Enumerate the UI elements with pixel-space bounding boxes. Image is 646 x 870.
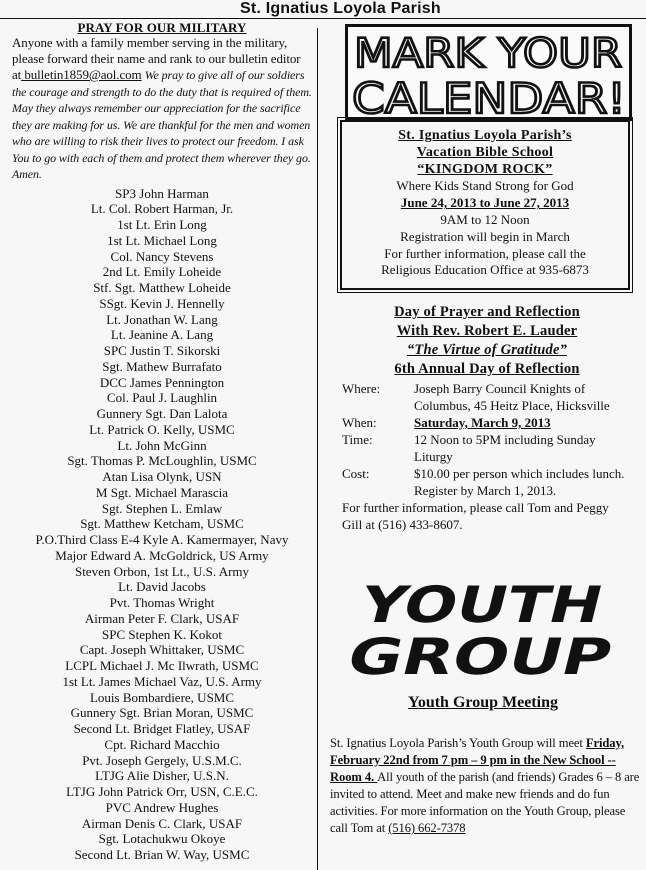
vbs-dates: June 24, 2013 to June 27, 2013 [400, 195, 570, 211]
service-member-name: Steven Orbon, 1st Lt., U.S. Army [74, 563, 250, 579]
youth-meeting-body [330, 735, 640, 837]
service-member-name: PVC Andrew Hughes [105, 799, 219, 815]
vbs-info-2: Religious Education Office at 935-6873 [381, 262, 589, 278]
service-member-name: Lt. Jonathan W. Lang [106, 311, 218, 327]
logo-line-1: YOUTH [354, 575, 563, 634]
service-member-name: Col. Paul J. Laughlin [106, 390, 218, 406]
service-member-name: 1st Lt. James Michael Vaz, U.S. Army [62, 673, 262, 689]
service-member-name: 1st Lt. Erin Long [117, 217, 207, 232]
service-member-name: 2nd Lt. Emily Loheide [102, 264, 222, 280]
detail-label: Cost: [342, 466, 370, 481]
detail-label: Where: [342, 381, 381, 396]
vbs-tagline: Where Kids Stand Strong for God [396, 178, 574, 194]
youth-group-logo-graphic [340, 572, 636, 682]
service-member-name: Pvt. Thomas Wright [109, 595, 215, 610]
reflection-contact: For further information, please call Tom and Peggy Gill at (516) 433-8607. [342, 500, 609, 532]
reflection-details [342, 380, 632, 499]
service-member-name: Sgt. Stephen L. Emlaw [101, 500, 223, 516]
logo-line-2: GROUP [341, 627, 556, 682]
youth-meeting-title: Youth Group Meeting [408, 694, 558, 711]
service-member-name: Sgt. Lotachukwu Okoye [98, 831, 226, 847]
service-member-name: Lt. Col. Robert Harman, Jr. [90, 201, 234, 217]
service-member-name: LTJG Alie Disher, U.S.N. [95, 768, 229, 784]
column-divider [317, 28, 318, 870]
military-heading: PRAY FOR OUR MILITARY [77, 20, 247, 35]
youth-phone-link[interactable]: (516) 662-7378 [388, 821, 466, 835]
service-member-name: Lt. John McGinn [117, 437, 207, 453]
service-member-name: DCC James Pennington [99, 374, 225, 390]
detail-row-time [342, 431, 632, 465]
editor-email-link[interactable]: bulletin1859@aol.com [21, 67, 142, 82]
service-member-name: Sgt. Thomas P. McLoughlin, USMC [67, 453, 257, 469]
reflection-heading-2: With Rev. Robert E. Lauder [396, 323, 578, 339]
service-member-list [12, 186, 312, 863]
reflection-heading-1: Day of Prayer and Reflection [394, 304, 580, 320]
military-section [12, 20, 312, 863]
youth-group-logo [340, 572, 636, 682]
banner-line-1: MARK YOUR [354, 31, 622, 77]
service-member-name: SPC Stephen K. Kokot [102, 626, 222, 642]
service-member-name: Atan Lisa Olynk, USN [102, 469, 222, 484]
service-member-name: Cpt. Richard Macchio [104, 736, 220, 752]
youth-meeting-when: Friday, February 22nd from 7 pm – 9 pm in the New School -- Room 4. [330, 736, 625, 784]
detail-value: 12 Noon to 5PM including Sunday Liturgy [414, 432, 596, 464]
service-member-name: Airman Peter F. Clark, USAF [84, 610, 240, 626]
service-member-name: SSgt. Kevin J. Hennelly [99, 295, 225, 311]
parish-title: St. Ignatius Loyola Parish [240, 0, 441, 17]
reflection-heading-4: 6th Annual Day of Reflection [394, 361, 580, 377]
reflection-theme: “The Virtue of Gratitude” [406, 342, 568, 358]
page-header [0, 0, 646, 19]
vbs-title-1: St. Ignatius Loyola Parish’s [398, 128, 572, 143]
detail-value: Saturday, March 9, 2013 [414, 415, 551, 430]
service-member-name: SP3 John Harman [115, 185, 209, 201]
service-member-name: Lt. David Jacobs [118, 579, 206, 595]
service-member-name: Capt. Joseph Whittaker, USMC [79, 642, 245, 658]
service-member-name: Pvt. Joseph Gergely, U.S.M.C. [82, 752, 242, 768]
detail-label: When: [342, 415, 377, 430]
vbs-registration: Registration will begin in March [400, 228, 570, 244]
detail-row-where [342, 380, 632, 414]
handwritten-banner-graphic [348, 27, 629, 118]
youth-text-2: All youth of the parish (and friends) Grades 6 – 8 are invited to attend. Meet and make new friends and do fun activities. For more information on the Youth Group, please call Tom at [330, 770, 640, 835]
service-member-name: Second Lt. Bridget Flatley, USAF [73, 721, 251, 736]
detail-row-cost [342, 465, 632, 499]
vbs-info-1: For further information, please call the [384, 245, 586, 261]
detail-label: Time: [342, 432, 373, 447]
detail-value: Joseph Barry Council Knights of Columbus, 45 Heitz Place, Hicksville [414, 381, 610, 413]
vbs-time: 9AM to 12 Noon [440, 211, 530, 227]
service-member-name: M Sgt. Michael Marascia [95, 484, 229, 500]
banner-line-2: CALENDAR! [352, 74, 626, 118]
service-member-name: Major Edward A. McGoldrick, US Army [55, 547, 269, 563]
service-member-name: 1st Lt. Michael Long [107, 232, 217, 248]
prayer-text: We pray to give all of our soldiers the courage and strength to do the duty that is required of them. May they always remember our appreciation for the sacrifice they are making for us. We are thankful for the men and women who are willing to risk their lives to protect our freedom. I ask You to go with each of them and protect them wherever they go. Amen. [12, 68, 312, 181]
mark-your-calendar-banner [345, 24, 632, 121]
service-member-name: Col. Nancy Stevens [110, 248, 214, 264]
service-member-name: LTJG John Patrick Orr, USN, C.E.C. [66, 784, 258, 799]
service-member-name: Gunnery Sgt. Brian Moran, USMC [70, 705, 254, 721]
vbs-content [340, 120, 630, 290]
service-member-name: Airman Denis C. Clark, USAF [81, 815, 243, 831]
service-member-name: Lt. Jeanine A. Lang [110, 327, 214, 343]
detail-value: $10.00 per person which includes lunch. Register by March 1, 2013. [414, 466, 625, 498]
service-member-name: Gunnery Sgt. Dan Lalota [96, 406, 228, 421]
service-member-name: Lt. Patrick O. Kelly, USMC [89, 421, 235, 437]
service-member-name: LCPL Michael J. Mc Ilwrath, USMC [65, 658, 259, 673]
youth-text-1: St. Ignatius Loyola Parish’s Youth Group will meet [330, 736, 586, 750]
vacation-bible-school-box [337, 117, 633, 293]
service-member-name: P.O.Third Class E-4 Kyle A. Kamermayer, Navy [35, 532, 289, 547]
service-member-name: Sgt. Matthew Ketcham, USMC [80, 516, 244, 532]
service-member-name: Second Lt. Brian W. Way, USMC [74, 847, 250, 862]
day-of-reflection-section [342, 303, 632, 533]
service-member-name: Sgt. Mathew Burrafato [102, 358, 222, 374]
vbs-theme: “KINGDOM ROCK” [417, 161, 553, 177]
detail-row-when [342, 414, 632, 431]
service-member-name: SPC Justin T. Sikorski [103, 343, 221, 358]
vbs-title-2: Vacation Bible School [416, 144, 554, 160]
service-member-name: Stf. Sgt. Matthew Loheide [93, 280, 231, 295]
military-intro [12, 35, 312, 183]
service-member-name: Louis Bombardiere, USMC [89, 689, 235, 705]
intro-text: Anyone with a family member serving in the military, please forward their name and rank to our bulletin editor at [12, 35, 301, 82]
